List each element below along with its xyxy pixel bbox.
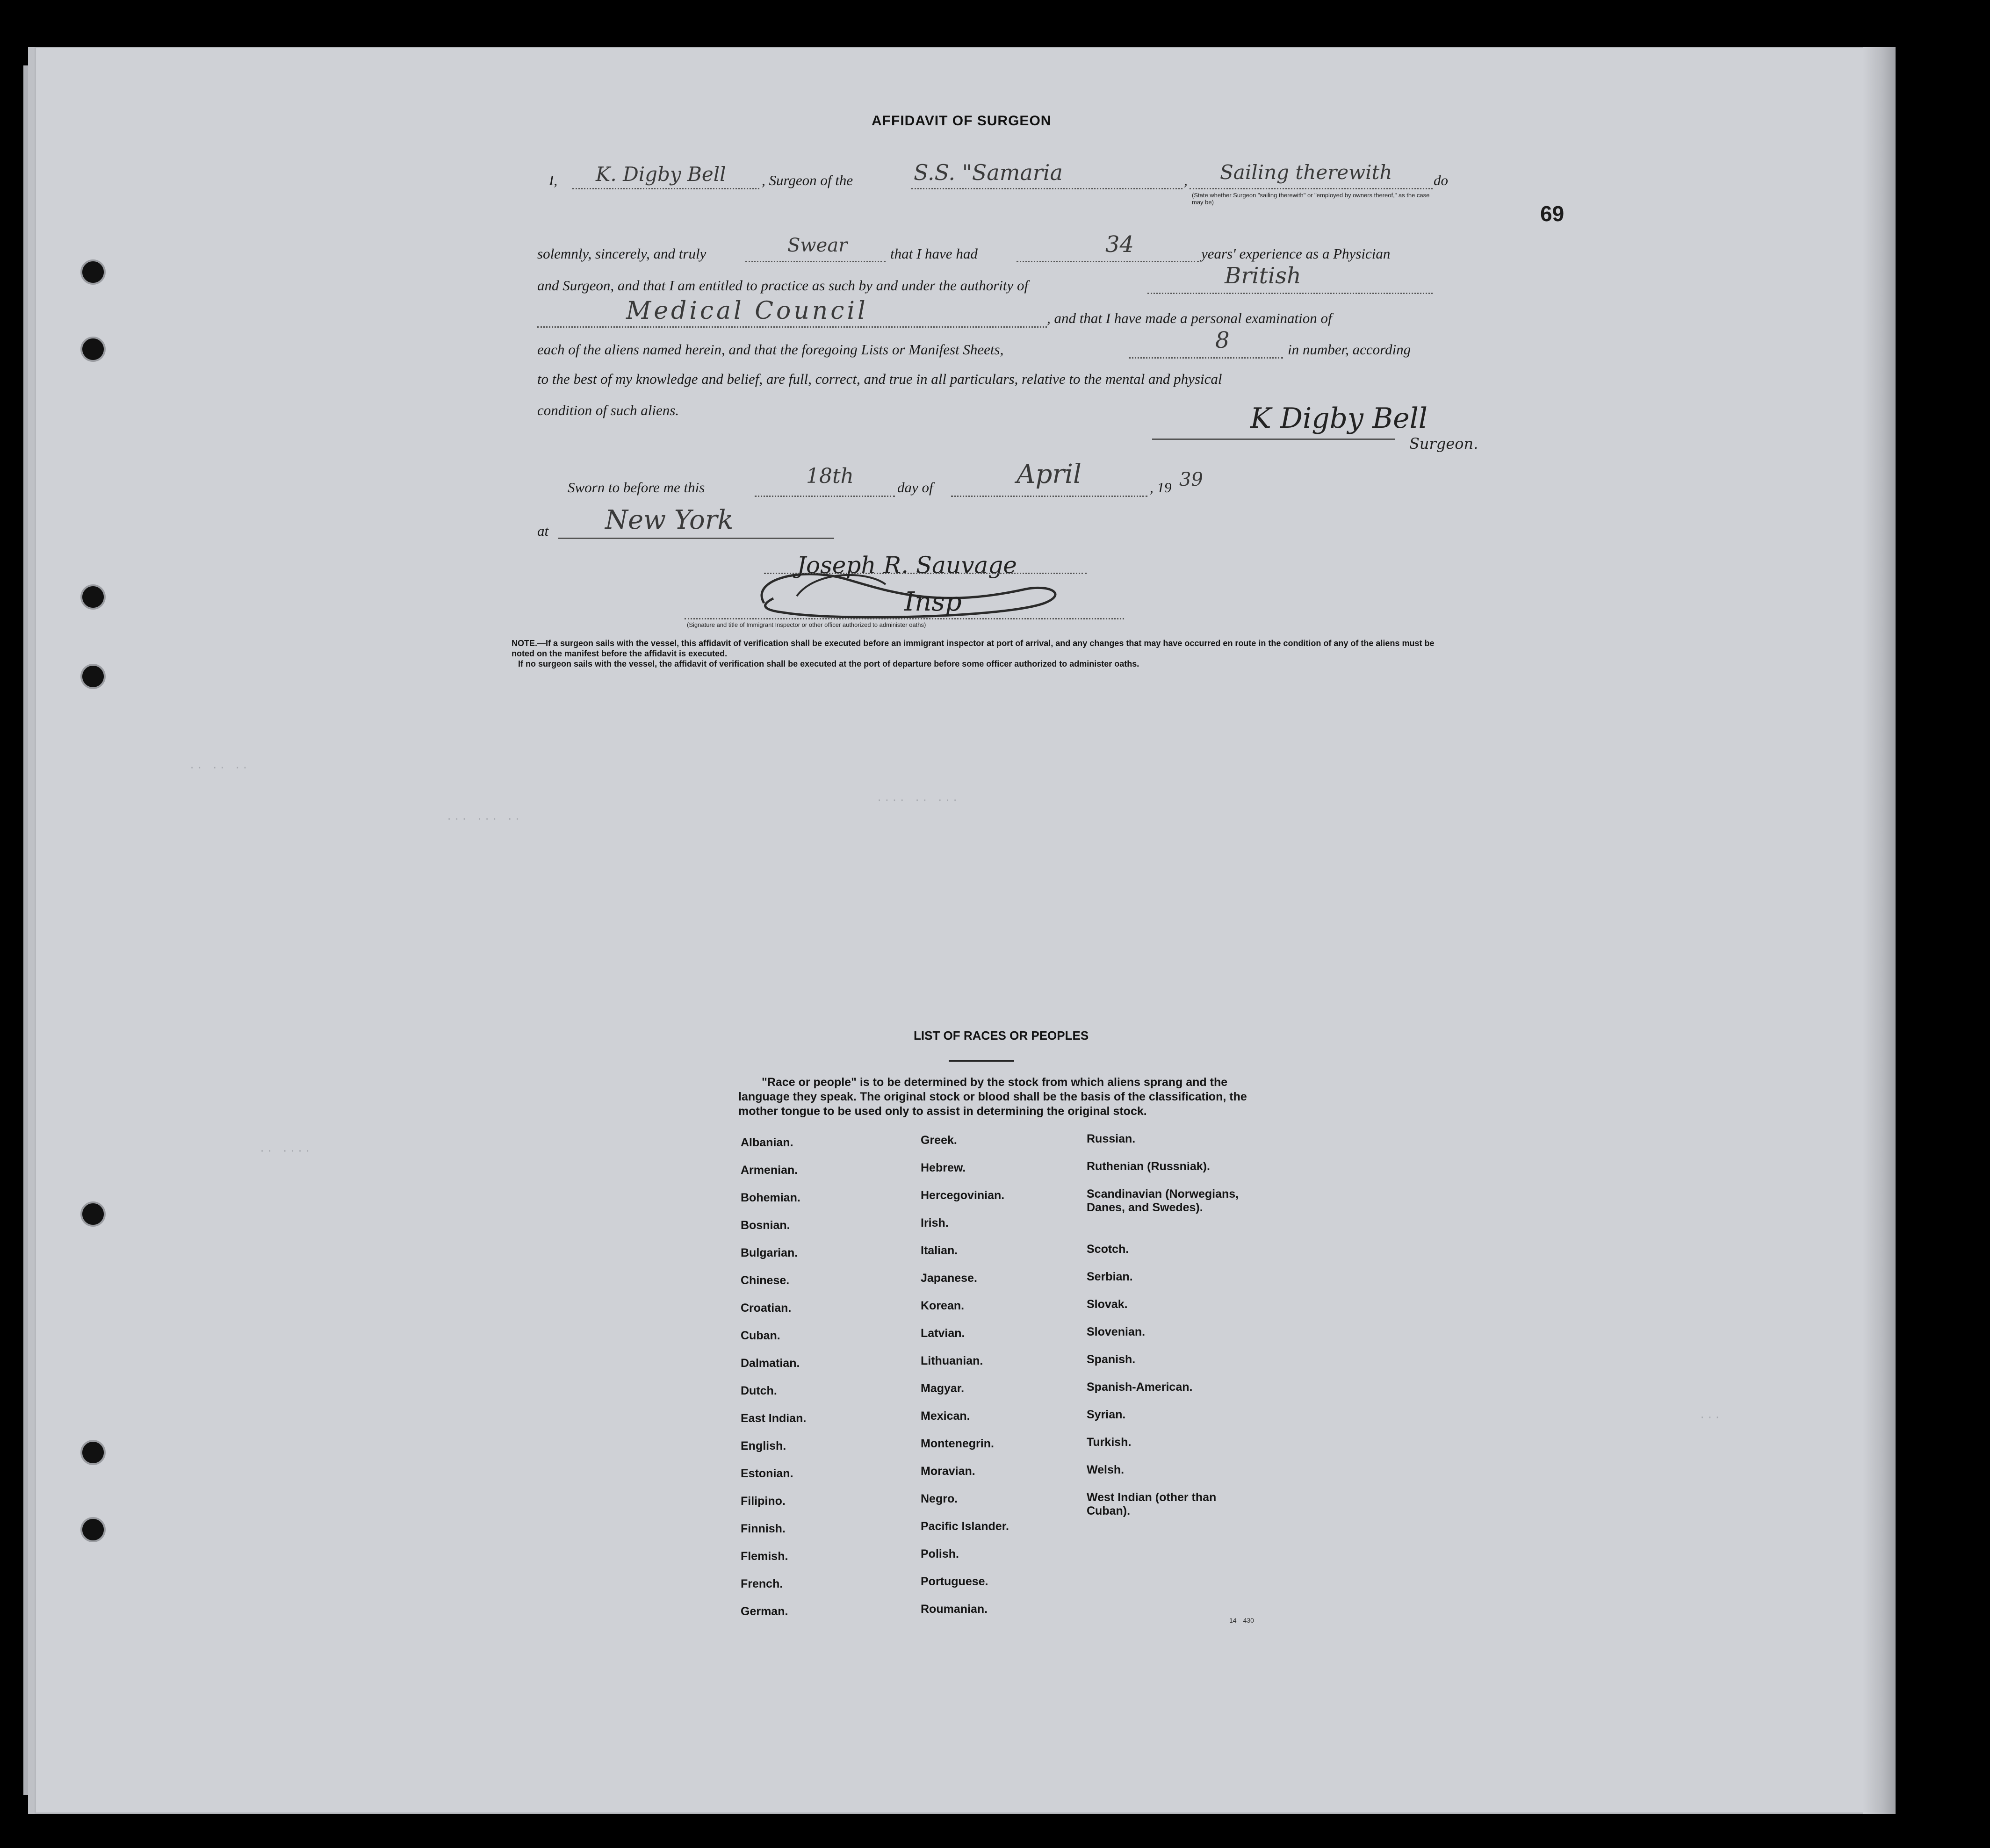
dotted-line: [745, 261, 886, 262]
races-column-3: [1087, 1132, 1255, 1529]
signature-line: [1152, 439, 1395, 440]
race-item: Croatian.: [741, 1302, 792, 1315]
races-column-2: [921, 1134, 1009, 1630]
affidavit-text: in number, according: [1288, 341, 1411, 358]
title-underline: [949, 1060, 1014, 1062]
race-item: Portuguese.: [921, 1575, 988, 1588]
dotted-line: [572, 188, 759, 189]
race-item: German.: [741, 1605, 788, 1618]
affidavit-text: to the best of my knowledge and belief, are full, correct, and true in all particulars, relative to the mental and physical: [537, 371, 1222, 387]
bleed-through-text: ·· ····: [259, 1145, 312, 1157]
dotted-line: [537, 326, 1047, 328]
binder-hole: [80, 1517, 106, 1542]
race-item: Dalmatian.: [741, 1357, 800, 1370]
race-item: Albanian.: [741, 1136, 793, 1149]
race-item: Greek.: [921, 1134, 957, 1147]
race-item: Syrian.: [1087, 1408, 1126, 1421]
race-item: Welsh.: [1087, 1463, 1125, 1476]
inspector-signature: Joseph R. Sauvage: [797, 552, 1017, 579]
race-item: Turkish.: [1087, 1436, 1132, 1449]
race-item: Lithuanian.: [921, 1354, 983, 1367]
affidavit-text: that I have had: [890, 245, 978, 262]
race-item: Latvian.: [921, 1327, 965, 1340]
binder-hole: [80, 664, 106, 689]
race-item: Moravian.: [921, 1465, 975, 1478]
affidavit-text: each of the aliens named herein, and that the foregoing Lists or Manifest Sheets,: [537, 341, 1004, 358]
race-item: Japanese.: [921, 1272, 977, 1285]
race-item: Bosnian.: [741, 1219, 790, 1232]
race-item: Ruthenian (Russniak).: [1087, 1160, 1210, 1173]
surgeon-title: Surgeon.: [1409, 435, 1478, 453]
race-item: Filipino.: [741, 1495, 786, 1508]
bleed-through-text: ···: [1699, 1412, 1722, 1424]
affidavit-text: and Surgeon, and that I am entitled to practice as such by and under the authority of: [537, 277, 1029, 294]
race-item: Finnish.: [741, 1522, 786, 1535]
race-item: Slovak.: [1087, 1298, 1128, 1311]
race-item: East Indian.: [741, 1412, 807, 1425]
sworn-day: 18th: [806, 464, 854, 488]
race-item: West Indian (other than Cuban).: [1087, 1491, 1217, 1517]
race-item: Italian.: [921, 1244, 958, 1257]
dotted-line: [1017, 261, 1199, 262]
dotted-line: [951, 496, 1147, 497]
binder-hole: [80, 1201, 106, 1227]
race-item: Russian.: [1087, 1132, 1136, 1145]
races-title: LIST OF RACES OR PEOPLES: [914, 1028, 1089, 1043]
race-item: Scandinavian (Norwegians, Danes, and Swedes).: [1087, 1187, 1239, 1214]
sworn-year: 39: [1179, 469, 1203, 490]
dotted-line: [764, 573, 1087, 574]
sworn-month: April: [1017, 459, 1082, 489]
race-item: French.: [741, 1577, 783, 1590]
note-line-1: If a surgeon sails with the vessel, this affidavit of verification shall be executed before an immigrant inspector at port of arrival, and any changes that may have occurred en route in the condition of any of the aliens must be noted on the manifest before the affidavit is executed.: [512, 639, 1435, 658]
race-item: Estonian.: [741, 1467, 793, 1480]
dotted-line: [1129, 357, 1283, 359]
affidavit-text: do: [1434, 172, 1448, 188]
affidavit-text: , and that I have made a personal examination of: [1047, 310, 1332, 326]
surgeon-signature: K Digby Bell: [1250, 402, 1428, 435]
binder-hole: [80, 259, 106, 285]
oath-word: Swear: [787, 235, 848, 256]
sworn-text: day of: [897, 479, 933, 496]
manifest-sheet-count: 8: [1215, 327, 1230, 353]
race-item: Bulgarian.: [741, 1246, 798, 1259]
manifest-page: [28, 47, 1896, 1814]
race-item: Flemish.: [741, 1550, 788, 1563]
bleed-through-text: ···· ·· ···: [876, 795, 960, 806]
race-item: Negro.: [921, 1492, 958, 1505]
race-item: Irish.: [921, 1216, 949, 1230]
binder-hole: [80, 584, 106, 610]
races-instructions: "Race or people" is to be determined by the stock from which aliens sprang and the language they speak. The original stock or blood shall be the basis of the classification, the mother tongue to be used only to assist in determining the original stock.: [738, 1076, 1247, 1118]
dotted-line: [755, 496, 895, 497]
right-page-edge: [1863, 47, 1896, 1814]
sworn-text: Sworn to before me this: [568, 479, 705, 496]
ship-name: S.S. "Samaria: [914, 160, 1063, 185]
status-instruction: (State whether Surgeon "sailing therewith" or "employed by owners thereof," as the case may be): [1192, 192, 1430, 206]
race-item: Spanish.: [1087, 1353, 1136, 1366]
authority-part1: British: [1225, 263, 1301, 289]
race-item: Pacific Islander.: [921, 1520, 1009, 1533]
race-item: Slovenian.: [1087, 1325, 1146, 1338]
race-item: Bohemian.: [741, 1191, 800, 1204]
race-item: Chinese.: [741, 1274, 790, 1287]
binder-hole: [80, 1440, 106, 1465]
race-item: Serbian.: [1087, 1270, 1133, 1283]
race-item: English.: [741, 1439, 786, 1453]
race-item: Spanish-American.: [1087, 1381, 1193, 1394]
affidavit-text: ,: [1184, 172, 1188, 188]
race-item: Dutch.: [741, 1384, 777, 1397]
race-item: Magyar.: [921, 1382, 965, 1395]
race-item: Hercegovinian.: [921, 1189, 1005, 1202]
sworn-place: New York: [605, 505, 734, 535]
dotted-line: [558, 538, 834, 539]
affidavit-note: [512, 638, 1447, 669]
dotted-line: [1190, 188, 1433, 189]
race-item: Hebrew.: [921, 1161, 966, 1174]
dotted-line: [1147, 293, 1433, 294]
races-column-1: [741, 1136, 806, 1632]
affidavit-text: years' experience as a Physician: [1201, 245, 1391, 262]
affidavit-title: AFFIDAVIT OF SURGEON: [872, 113, 1052, 129]
race-item: Scotch.: [1087, 1243, 1129, 1256]
race-item: Montenegrin.: [921, 1437, 994, 1450]
affidavit-text: condition of such aliens.: [537, 402, 679, 418]
race-item: Armenian.: [741, 1164, 798, 1177]
race-item: Mexican.: [921, 1409, 970, 1423]
note-label: NOTE.—: [512, 639, 546, 648]
race-item: Roumanian.: [921, 1603, 988, 1616]
page-number: 69: [1540, 201, 1565, 226]
note-line-2: If no surgeon sails with the vessel, the affidavit of verification shall be executed at the port of departure before some officer authorized to administer oaths.: [518, 659, 1139, 669]
surgeon-status: Sailing therewith: [1220, 161, 1392, 184]
dotted-line: [911, 188, 1182, 189]
race-item: Korean.: [921, 1299, 965, 1312]
race-item: Cuban.: [741, 1329, 780, 1342]
inspector-title: Insp: [904, 587, 962, 617]
years-experience: 34: [1105, 231, 1134, 258]
affidavit-text: solemnly, sincerely, and truly: [537, 245, 707, 262]
inspector-caption: (Signature and title of Immigrant Inspector or other officer authorized to administer oaths): [687, 621, 926, 628]
race-item: Polish.: [921, 1547, 959, 1560]
at-label: at: [537, 523, 549, 539]
affidavit-text: , Surgeon of the: [762, 172, 853, 188]
bleed-through-text: ··· ··· ··: [446, 813, 522, 825]
dotted-line: [685, 618, 1124, 619]
form-number: 14—430: [1229, 1617, 1254, 1624]
binder-hole: [80, 337, 106, 362]
surgeon-name: K. Digby Bell: [596, 163, 726, 186]
authority-part2: Medical Council: [626, 297, 868, 325]
sworn-text: , 19: [1150, 479, 1172, 496]
bleed-through-text: ·· ·· ··: [189, 762, 250, 774]
affidavit-text: I,: [549, 172, 558, 188]
